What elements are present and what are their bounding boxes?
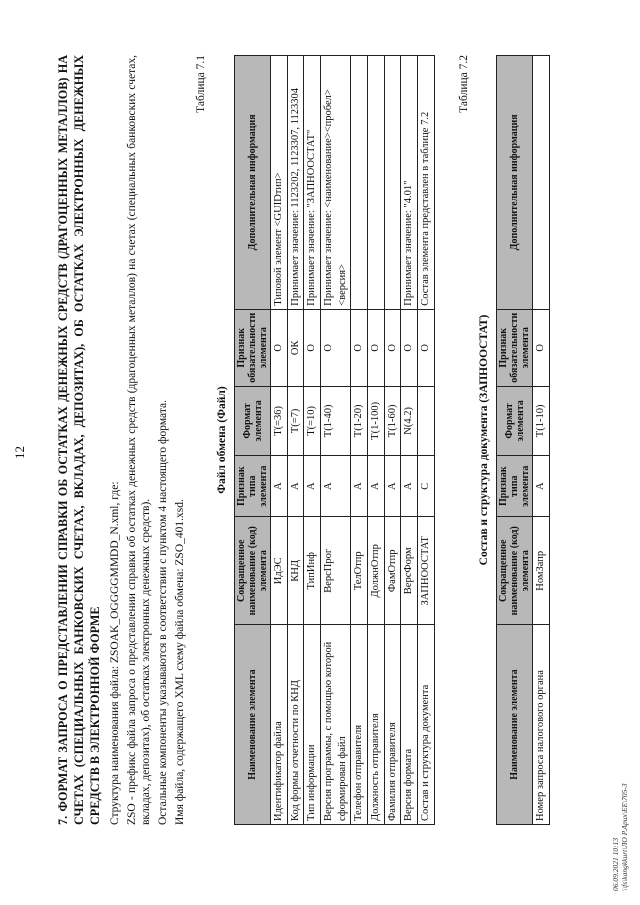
table-cell: КНД: [287, 517, 304, 625]
table-2: [496, 55, 550, 825]
table-cell: А: [401, 455, 418, 517]
column-header: Признак типа элемента: [235, 455, 271, 517]
table-cell: Телефон отправителя: [351, 625, 368, 825]
table-row: [271, 56, 288, 825]
table-cell: А: [384, 455, 401, 517]
table-cell: [384, 56, 401, 310]
table-2-label: Таблица 7.2: [457, 55, 470, 113]
table-1-caption: Файл обмена (Файл): [216, 386, 229, 494]
column-header: Наименование элемента: [497, 625, 533, 825]
table-row: [401, 56, 418, 825]
table-cell: А: [533, 455, 550, 517]
table-cell: Тип информации: [304, 625, 321, 825]
table-cell: А: [304, 455, 321, 517]
table-cell: О: [351, 309, 368, 386]
table-cell: Код формы отчетности по КНД: [287, 625, 304, 825]
table-cell: ТелОтпр: [351, 517, 368, 625]
table-cell: ТипИнф: [304, 517, 321, 625]
table-cell: А: [271, 455, 288, 517]
table-header-row: [235, 56, 271, 825]
table-cell: [351, 56, 368, 310]
table-cell: Состав и структура документа: [417, 625, 434, 825]
table-cell: T(=10): [304, 386, 321, 455]
table-cell: ВерсПрог: [321, 517, 351, 625]
table-cell: T(=36): [271, 386, 288, 455]
table-cell: T(1-60): [384, 386, 401, 455]
table-cell: ИдЭС: [271, 517, 288, 625]
column-header: Формат элемента: [235, 386, 271, 455]
table-cell: ЗАПНООСТАТ: [417, 517, 434, 625]
table-cell: А: [287, 455, 304, 517]
table-row: [351, 56, 368, 825]
table-cell: О: [321, 309, 351, 386]
table-cell: T(1-40): [321, 386, 351, 455]
table-cell: О: [384, 309, 401, 386]
table-cell: Версия формата: [401, 625, 418, 825]
table-1-label: Таблица 7.1: [195, 55, 208, 113]
table-cell: О: [304, 309, 321, 386]
table-1: [234, 55, 434, 825]
column-header: Сокращенное наименование (код) элемента: [235, 517, 271, 625]
table-cell: T(1-20): [351, 386, 368, 455]
paragraph: Структура наименования файла: ZSOAK_OGGGGMMDD_N.xml, где:: [108, 481, 121, 825]
table-cell: С: [417, 455, 434, 517]
table-cell: О: [533, 309, 550, 386]
table-cell: [533, 56, 550, 310]
table-cell: T(1-100): [367, 386, 384, 455]
table-cell: Принимает значение: <наименование><пробел><версия>: [321, 56, 351, 310]
table-row: [287, 56, 304, 825]
table-cell: Номер запроса налогового органа: [533, 625, 550, 825]
table-2-caption: Состав и структура документа (ЗАПНООСТАТ): [478, 314, 491, 566]
table-cell: Версия программы, с помощью которой сформирован файл: [321, 625, 351, 825]
column-header: Формат элемента: [497, 386, 533, 455]
table-row: [533, 56, 550, 825]
table-cell: ФамОтпр: [384, 517, 401, 625]
table-row: [367, 56, 384, 825]
table-row: [417, 56, 434, 825]
page-content: [56, 55, 550, 825]
table-cell: О: [271, 309, 288, 386]
footer: [612, 783, 629, 891]
table-cell: О: [401, 309, 418, 386]
table-cell: Фамилия отправителя: [384, 625, 401, 825]
table-cell: N(4.2): [401, 386, 418, 455]
section-heading: 7. ФОРМАТ ЗАПРОСА О ПРЕДСТАВЛЕНИИ СПРАВКИ ОБ ОСТАТКАХ ДЕНЕЖНЫХ СРЕДСТВ (ДРАГОЦЕННЫХ МЕТАЛЛОВ) НА СЧЕТАХ (СПЕЦИАЛЬНЫХ БАНКОВСКИХ СЧЕТАХ, ВКЛАДАХ, ДЕПОЗИТАХ), ОБ ОСТАТКАХ ЭЛЕКТРОННЫХ ДЕНЕЖНЫХ СРЕДСТВ В ЭЛЕКТРОННОЙ ФОРМЕ: [56, 55, 102, 825]
table-cell: T(1-10): [533, 386, 550, 455]
column-header: Сокращенное наименование (код) элемента: [497, 517, 533, 625]
paragraph: Имя файла, содержащего XML схему файла обмена: ZSO_401.xsd.: [174, 499, 187, 825]
table-cell: T(=7): [287, 386, 304, 455]
table-cell: Идентификатор файла: [271, 625, 288, 825]
table-cell: Типовой элемент <GUIDтип>: [271, 56, 288, 310]
table-cell: А: [321, 455, 351, 517]
table-cell: ВерсФорм: [401, 517, 418, 625]
table-row: [384, 56, 401, 825]
column-header: Признак обязательности элемента: [497, 309, 533, 386]
table-cell: ОК: [287, 309, 304, 386]
table-cell: [417, 386, 434, 455]
footer-path: \\fs\kangkkurt\ЛО Р.Арих\ЕЕ\705-3: [619, 783, 629, 891]
table-cell: Принимает значение: 1123202, 1123307, 1123304: [287, 56, 304, 310]
table-row: [304, 56, 321, 825]
table-cell: А: [351, 455, 368, 517]
table-cell: [367, 56, 384, 310]
footer-timestamp: 06.09.2021 10:13: [611, 837, 620, 891]
table-cell: Должность отправителя: [367, 625, 384, 825]
table-cell: О: [417, 309, 434, 386]
table-cell: Состав элемента представлен в таблице 7.2: [417, 56, 434, 310]
column-header: Признак обязательности элемента: [235, 309, 271, 386]
table-cell: Принимает значение: "ЗАПНООСТАТ": [304, 56, 321, 310]
column-header: Дополнительная информация: [497, 56, 533, 310]
paragraph: Остальные компоненты указываются в соответствии с пунктом 4 настоящего формата.: [157, 400, 170, 825]
table-cell: ДолжнОтпр: [367, 517, 384, 625]
page-number: 12: [12, 446, 27, 459]
table-row: [321, 56, 351, 825]
table-cell: Принимает значение: "4.01": [401, 56, 418, 310]
table-header-row: [497, 56, 533, 825]
table-cell: О: [367, 309, 384, 386]
paragraph: ZSO - префикс файла запроса о представлении справки об остатках денежных средств (драгоценных металлов) на счетах (специальных банковских счетах, вкладах, депозитах), об остатках электронных денежных средств).: [125, 55, 153, 825]
table-cell: А: [367, 455, 384, 517]
column-header: Наименование элемента: [235, 625, 271, 825]
column-header: Дополнительная информация: [235, 56, 271, 310]
table-cell: НомЗапр: [533, 517, 550, 625]
column-header: Признак типа элемента: [497, 455, 533, 517]
